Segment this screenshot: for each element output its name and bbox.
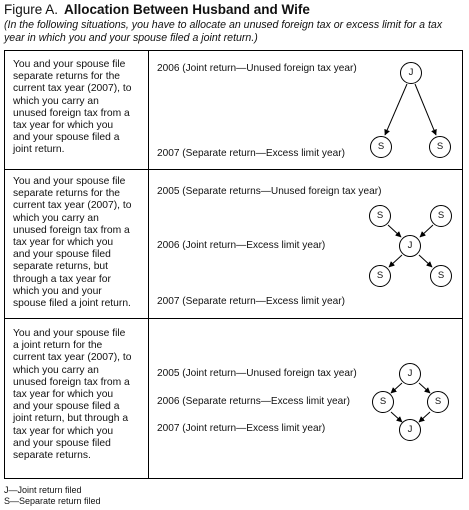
desc-line: a joint return for the [13,340,103,352]
arrow [388,225,401,237]
desc-line: separate returns for the [13,188,121,200]
year-line: 2006 (Separate returns—Excess limit year) [157,396,350,407]
desc-line: joint return. [13,144,65,156]
desc-line: and your spouse filed a [13,132,120,144]
desc-line: and your spouse filed [13,249,111,261]
desc-line: unused foreign tax from a [13,224,130,236]
figure-title [4,2,310,17]
desc-line: which you and your [13,285,102,297]
desc-line: through a tax year for [13,273,111,285]
arrow [391,383,402,393]
year-line: 2007 (Joint return—Excess limit year) [157,423,326,434]
joint-return-node: J [400,62,422,84]
desc-line: tax year for which you [13,425,114,437]
separate-return-node: S [370,136,392,158]
panel-3 [5,319,462,478]
year-line: 2007 (Separate return—Excess limit year) [157,148,345,159]
desc-line: You and your spouse file [13,59,126,70]
desc-line: which you carry an [13,364,99,376]
desc-line: tax year for which you [13,120,114,132]
panel-1-arrows [5,51,462,169]
year-line: 2006 (Joint return—Unused foreign tax year) [157,63,357,74]
arrow [391,412,402,422]
desc-line: and your spouse filed [13,437,111,449]
desc-line: You and your spouse file [13,176,126,187]
figure-subtitle: (In the following situations, you have to allocate an unused foreign tax or excess limit for a tax year in which you and your spouse filed a joint return.) [4,19,443,44]
separate-return-node: S [430,265,452,287]
figure-label: Figure A. [4,2,59,17]
separate-return-node: S [372,391,394,413]
arrow [419,255,432,267]
desc-line: separate returns. [13,450,91,462]
desc-line: You and your spouse file [13,328,126,339]
desc-line: current tax year (2007), to [13,83,132,95]
separate-return-node: S [369,265,391,287]
desc-line: separate returns for the [13,71,121,83]
joint-return-node: J [399,419,421,441]
arrow [419,412,430,422]
arrow [385,84,407,135]
desc-line: separate returns, but [13,261,109,273]
year-line: 2005 (Joint return—Unused foreign tax year) [157,368,357,379]
separate-return-node: S [430,205,452,227]
legend-separate: S—Separate return filed [4,496,101,506]
panel-2 [5,169,462,319]
desc-line: tax year for which you [13,237,114,249]
desc-line: and your spouse filed a [13,401,120,413]
separate-return-node: S [369,205,391,227]
desc-line: tax year for which you [13,389,114,401]
desc-line: current tax year (2007), to [13,352,132,364]
year-line: 2007 (Separate return—Excess limit year) [157,296,345,307]
panel-2-arrows [5,169,462,318]
arrow [415,84,436,135]
arrow [420,225,433,237]
arrow [419,383,430,393]
year-line: 2005 (Separate returns—Unused foreign tax year) [157,186,382,197]
desc-line: spouse filed a joint return. [13,298,131,310]
desc-line: which you carry an [13,95,99,107]
joint-return-node: J [399,363,421,385]
desc-line: which you carry an [13,212,99,224]
panel-1 [5,51,462,170]
separate-return-node: S [429,136,451,158]
desc-line: joint return, but through a [13,413,129,425]
figure-heading: Allocation Between Husband and Wife [64,2,310,17]
arrow [389,255,402,267]
desc-line: unused foreign tax from a [13,107,130,119]
legend-joint: J—Joint return filed [4,485,82,495]
separate-return-node: S [427,391,449,413]
joint-return-node: J [399,235,421,257]
desc-line: current tax year (2007), to [13,200,132,212]
figure-frame [4,50,463,479]
year-line: 2006 (Joint return—Excess limit year) [157,240,326,251]
desc-line: unused foreign tax from a [13,376,130,388]
